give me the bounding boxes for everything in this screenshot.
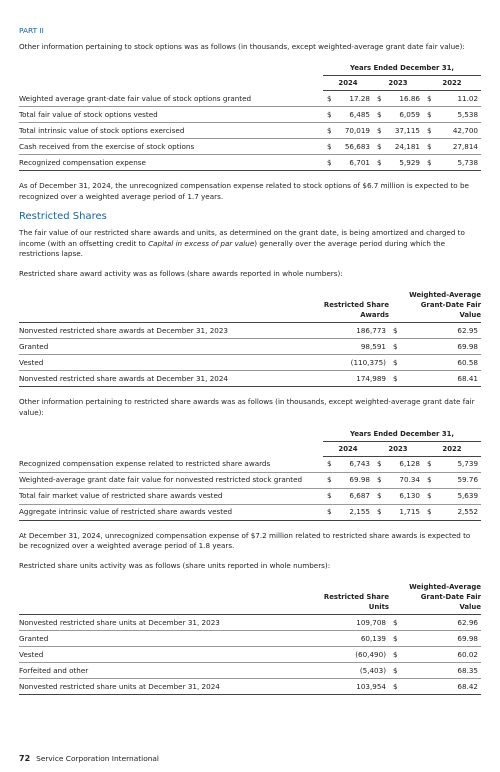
currency-symbol: $ bbox=[373, 456, 383, 472]
row-label: Cash received from the exercise of stock options bbox=[19, 139, 323, 155]
row-value: 11.02 bbox=[433, 91, 481, 107]
currency-symbol: $ bbox=[373, 488, 383, 504]
row-value: 6,701 bbox=[333, 155, 373, 171]
year-2023: 2023 bbox=[373, 441, 423, 456]
row-count: 174,989 bbox=[319, 371, 389, 387]
currency-symbol: $ bbox=[323, 107, 333, 123]
row-count: 186,773 bbox=[319, 323, 389, 339]
row-label: Weighted-average grant date fair value for nonvested restricted stock granted bbox=[19, 472, 323, 488]
table-header-row bbox=[19, 580, 481, 615]
row-value: 27,814 bbox=[433, 139, 481, 155]
currency-symbol: $ bbox=[373, 472, 383, 488]
table-header-row bbox=[19, 61, 481, 76]
table-row bbox=[19, 107, 481, 123]
row-value: 24,181 bbox=[383, 139, 423, 155]
currency-symbol: $ bbox=[389, 371, 405, 387]
table-row bbox=[19, 472, 481, 488]
year-2024: 2024 bbox=[323, 441, 373, 456]
table-row bbox=[19, 504, 481, 520]
row-fair-value: 68.35 bbox=[405, 663, 481, 679]
row-value: 70.34 bbox=[383, 472, 423, 488]
row-count: 98,591 bbox=[319, 339, 389, 355]
year-2024: 2024 bbox=[323, 76, 373, 91]
currency-symbol: $ bbox=[423, 504, 433, 520]
currency-symbol: $ bbox=[323, 488, 333, 504]
table-year-row bbox=[19, 76, 481, 91]
row-fair-value: 60.02 bbox=[405, 647, 481, 663]
row-label: Recognized compensation expense related to restricted share awards bbox=[19, 456, 323, 472]
restricted-units-intro: Restricted share units activity was as follows (share units reported in whole numbers): bbox=[19, 560, 331, 570]
stock-options-table bbox=[19, 61, 481, 171]
row-label: Total intrinsic value of stock options exercised bbox=[19, 123, 323, 139]
row-value: 70,019 bbox=[333, 123, 373, 139]
restricted-awards-note: At December 31, 2024, unrecognized compensation expense of $7.2 million related to restricted share awards is expected to be recognized over a weighted average period of 1.8 years. bbox=[19, 530, 471, 551]
table-row bbox=[19, 647, 481, 663]
row-value: 6,485 bbox=[333, 107, 373, 123]
currency-symbol: $ bbox=[389, 647, 405, 663]
currency-symbol: $ bbox=[373, 155, 383, 171]
row-label: Nonvested restricted share units at December 31, 2024 bbox=[19, 679, 319, 695]
currency-symbol: $ bbox=[423, 472, 433, 488]
currency-symbol: $ bbox=[323, 456, 333, 472]
currency-symbol: $ bbox=[323, 139, 333, 155]
currency-symbol: $ bbox=[373, 139, 383, 155]
table-year-row bbox=[19, 441, 481, 456]
restricted-units-table bbox=[19, 580, 481, 695]
row-value: 6,128 bbox=[383, 456, 423, 472]
row-value: 59.76 bbox=[433, 472, 481, 488]
row-fair-value: 60.58 bbox=[405, 355, 481, 371]
currency-symbol: $ bbox=[423, 155, 433, 171]
row-count: (110,375) bbox=[319, 355, 389, 371]
text-span: ) generally over the average period during which the restrictions lapse. bbox=[19, 238, 445, 259]
row-label: Granted bbox=[19, 631, 319, 647]
currency-symbol: $ bbox=[423, 139, 433, 155]
row-count: 60,139 bbox=[319, 631, 389, 647]
table-row bbox=[19, 456, 481, 472]
currency-symbol: $ bbox=[389, 355, 405, 371]
restricted-awards-other-intro: Other information pertaining to restricted share awards was as follows (in thousands, except weighted-average grant date fair value): bbox=[19, 397, 475, 417]
year-2023: 2023 bbox=[373, 76, 423, 91]
row-value: 37,115 bbox=[383, 123, 423, 139]
row-value: 6,743 bbox=[333, 456, 373, 472]
currency-symbol: $ bbox=[389, 339, 405, 355]
currency-symbol: $ bbox=[373, 123, 383, 139]
row-value: 6,059 bbox=[383, 107, 423, 123]
italic-term: Capital in excess of par value bbox=[148, 238, 255, 248]
row-label: Granted bbox=[19, 339, 319, 355]
stock-options-note: As of December 31, 2024, the unrecognized compensation expense related to stock options of $6.7 million is expected to be recognized over a weighted average period of 1.7 years. bbox=[19, 181, 469, 201]
table-row bbox=[19, 679, 481, 695]
table-row bbox=[19, 155, 481, 171]
table-row bbox=[19, 323, 481, 339]
row-label: Forfeited and other bbox=[19, 663, 319, 679]
currency-symbol: $ bbox=[423, 456, 433, 472]
row-value: 42,700 bbox=[433, 123, 481, 139]
row-value: 6,687 bbox=[333, 488, 373, 504]
row-label: Nonvested restricted share awards at December 31, 2023 bbox=[19, 323, 319, 339]
section-title: Restricted Shares bbox=[19, 211, 107, 223]
table-header-row bbox=[19, 288, 481, 323]
row-fair-value: 69.98 bbox=[405, 339, 481, 355]
row-value: 5,738 bbox=[433, 155, 481, 171]
row-fair-value: 69.98 bbox=[405, 631, 481, 647]
row-label: Nonvested restricted share units at December 31, 2023 bbox=[19, 615, 319, 631]
text-span: The fair value of our restricted share awards and units, as determined on the grant date, is being amortized and charged to income (with an offsetting credit to bbox=[19, 228, 465, 248]
table-row bbox=[19, 488, 481, 504]
row-label: Nonvested restricted share awards at December 31, 2024 bbox=[19, 371, 319, 387]
currency-symbol: $ bbox=[423, 123, 433, 139]
currency-symbol: $ bbox=[373, 91, 383, 107]
years-header: Years Ended December 31, bbox=[323, 427, 481, 442]
years-header: Years Ended December 31, bbox=[323, 61, 481, 76]
currency-symbol: $ bbox=[389, 631, 405, 647]
row-fair-value: 68.42 bbox=[405, 679, 481, 695]
currency-symbol: $ bbox=[323, 123, 333, 139]
currency-symbol: $ bbox=[389, 615, 405, 631]
currency-symbol: $ bbox=[323, 472, 333, 488]
row-value: 16.86 bbox=[383, 91, 423, 107]
row-value: 1,715 bbox=[383, 504, 423, 520]
currency-symbol: $ bbox=[373, 107, 383, 123]
row-label: Recognized compensation expense bbox=[19, 155, 323, 171]
row-label: Total fair value of stock options vested bbox=[19, 107, 323, 123]
currency-symbol: $ bbox=[423, 107, 433, 123]
currency-symbol: $ bbox=[389, 679, 405, 695]
year-2022: 2022 bbox=[423, 441, 481, 456]
table-row bbox=[19, 371, 481, 387]
row-label: Aggregate intrinsic value of restricted share awards vested bbox=[19, 504, 323, 520]
restricted-awards-intro: Restricted share award activity was as follows (share awards reported in whole numbers): bbox=[19, 268, 343, 278]
year-2022: 2022 bbox=[423, 76, 481, 91]
currency-symbol: $ bbox=[423, 91, 433, 107]
row-value: 6,130 bbox=[383, 488, 423, 504]
table-header-row bbox=[19, 427, 481, 442]
row-fair-value: 68.41 bbox=[405, 371, 481, 387]
part-label: PART II bbox=[19, 26, 44, 35]
row-count: 103,954 bbox=[319, 679, 389, 695]
row-label: Vested bbox=[19, 355, 319, 371]
document-page bbox=[19, 26, 481, 705]
currency-symbol: $ bbox=[389, 323, 405, 339]
col-weighted-average: Weighted-Average Grant-Date Fair Value bbox=[405, 288, 481, 323]
table-row bbox=[19, 139, 481, 155]
restricted-awards-table bbox=[19, 288, 481, 387]
row-count: (5,403) bbox=[319, 663, 389, 679]
currency-symbol: $ bbox=[323, 155, 333, 171]
row-fair-value: 62.95 bbox=[405, 323, 481, 339]
col-weighted-average: Weighted-Average Grant-Date Fair Value bbox=[405, 580, 481, 615]
col-restricted-share-units: Restricted Share Units bbox=[319, 580, 389, 615]
page-number: 72 bbox=[19, 754, 31, 763]
row-count: 109,708 bbox=[319, 615, 389, 631]
row-count: (60,490) bbox=[319, 647, 389, 663]
currency-symbol: $ bbox=[389, 663, 405, 679]
row-value: 5,639 bbox=[433, 488, 481, 504]
page-footer bbox=[19, 754, 159, 763]
table-row bbox=[19, 631, 481, 647]
table-row bbox=[19, 91, 481, 107]
currency-symbol: $ bbox=[423, 488, 433, 504]
stock-options-intro: Other information pertaining to stock options was as follows (in thousands, except weighted-average grant date fair value): bbox=[19, 42, 465, 51]
row-value: 56,683 bbox=[333, 139, 373, 155]
row-value: 2,552 bbox=[433, 504, 481, 520]
table-row bbox=[19, 355, 481, 371]
row-label: Vested bbox=[19, 647, 319, 663]
table-row bbox=[19, 615, 481, 631]
restricted-shares-description bbox=[19, 228, 481, 259]
row-value: 17.28 bbox=[333, 91, 373, 107]
currency-symbol: $ bbox=[323, 91, 333, 107]
table-row bbox=[19, 339, 481, 355]
currency-symbol: $ bbox=[323, 504, 333, 520]
row-fair-value: 62.96 bbox=[405, 615, 481, 631]
table-row bbox=[19, 123, 481, 139]
company-name: Service Corporation International bbox=[36, 754, 159, 763]
row-value: 5,929 bbox=[383, 155, 423, 171]
restricted-awards-other-table bbox=[19, 427, 481, 521]
col-restricted-share-awards: Restricted Share Awards bbox=[319, 288, 389, 323]
row-value: 2,155 bbox=[333, 504, 373, 520]
row-value: 5,739 bbox=[433, 456, 481, 472]
currency-symbol: $ bbox=[373, 504, 383, 520]
row-value: 5,538 bbox=[433, 107, 481, 123]
row-label: Weighted average grant-date fair value of stock options granted bbox=[19, 91, 323, 107]
row-label: Total fair market value of restricted share awards vested bbox=[19, 488, 323, 504]
table-row bbox=[19, 663, 481, 679]
row-value: 69.98 bbox=[333, 472, 373, 488]
